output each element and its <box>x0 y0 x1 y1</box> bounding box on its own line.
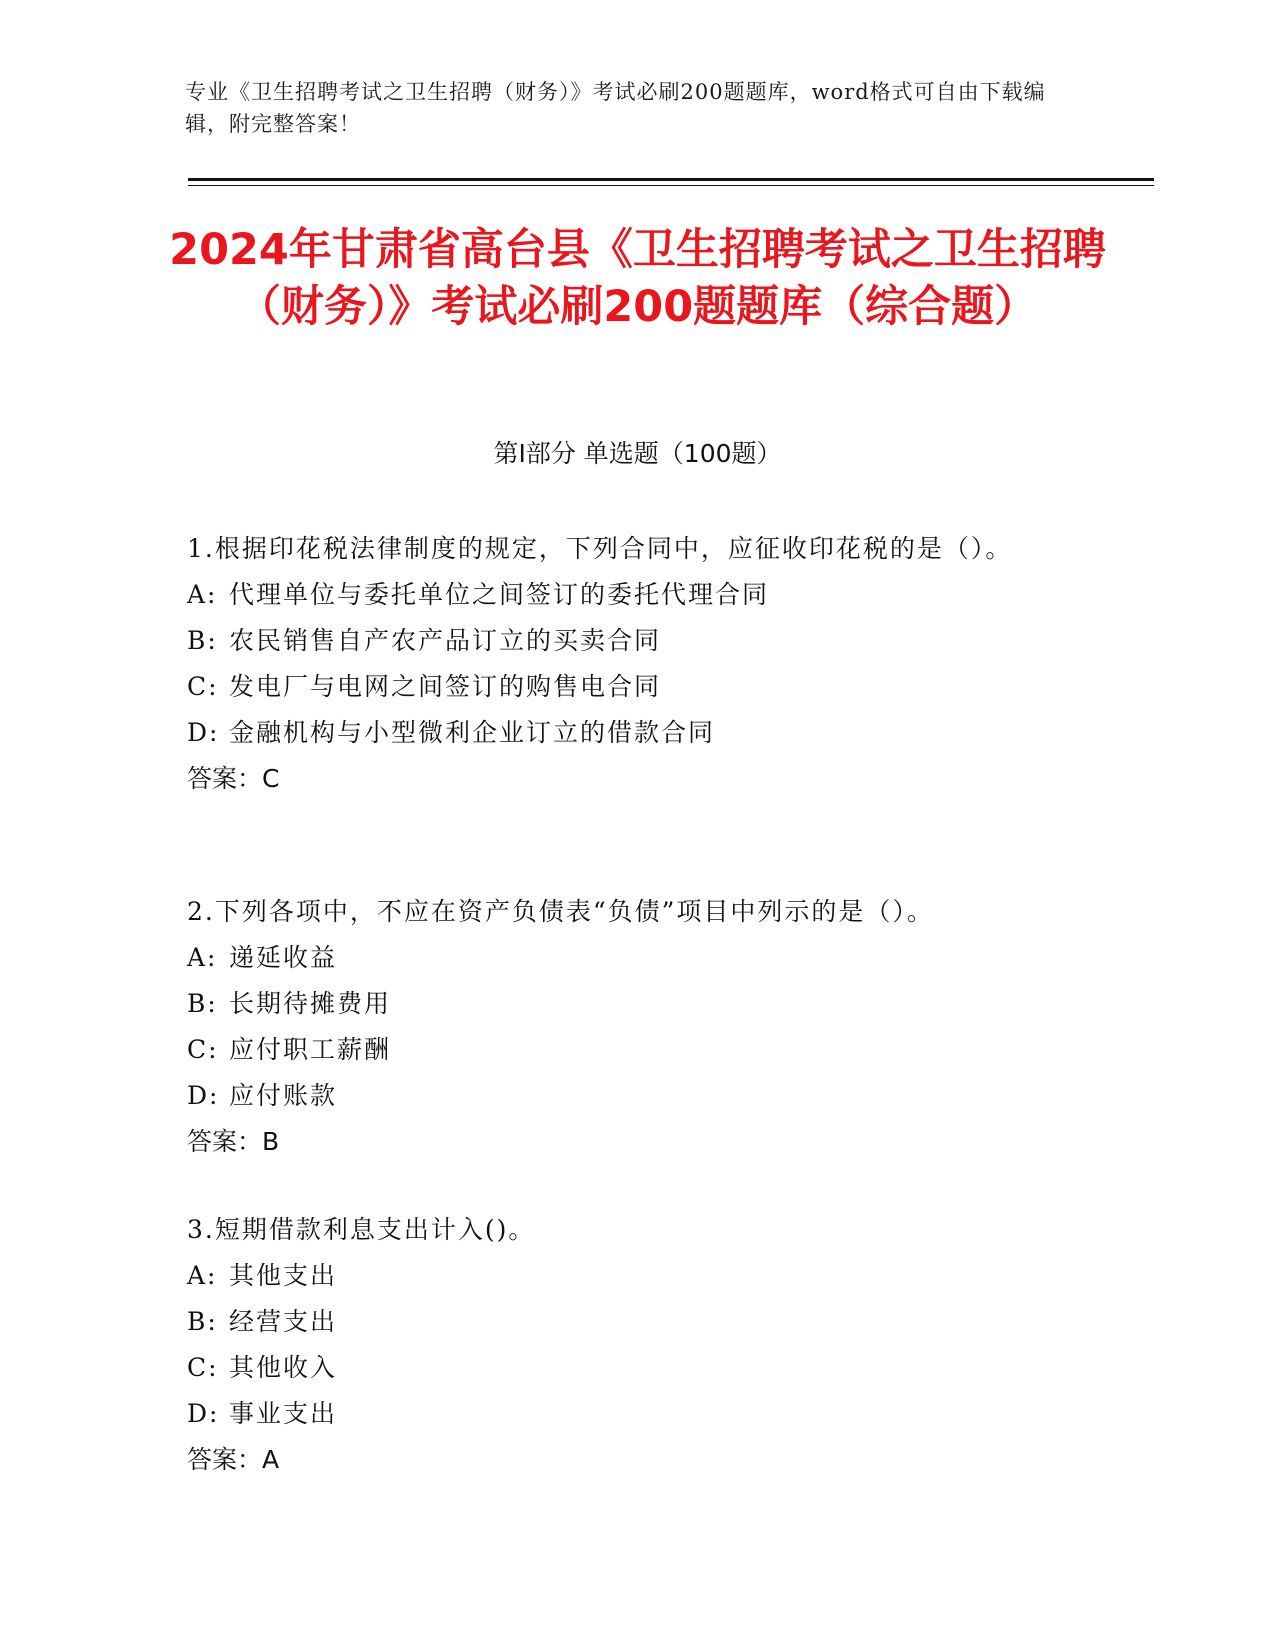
option-b <box>187 618 1067 664</box>
option-letter: D: <box>187 718 220 747</box>
option-letter: C: <box>187 1353 219 1382</box>
option-text: 长期待摊费用 <box>229 989 392 1018</box>
option-b <box>187 1299 1067 1345</box>
header-note: 专业《卫生招聘考试之卫生招聘（财务）》考试必刷200题题库，word格式可自由下载编辑，附完整答案！ <box>185 80 1046 136</box>
option-text: 发电厂与电网之间签订的购售电合同 <box>229 672 662 701</box>
option-b <box>187 981 1067 1027</box>
option-text: 其他支出 <box>229 1261 338 1290</box>
option-text: 事业支出 <box>229 1399 338 1428</box>
option-text: 农民销售自产农产品订立的买卖合同 <box>229 626 662 655</box>
document-title: 2024年甘肃省高台县《卫生招聘考试之卫生招聘（财务）》考试必刷200题题库（综合题） <box>169 225 1106 332</box>
question-stem: 2.下列各项中，不应在资产负债表“负债”项目中列示的是（）。 <box>187 897 934 926</box>
option-d <box>187 1391 1067 1437</box>
question-2 <box>187 889 1067 1165</box>
option-text: 金融机构与小型微利企业订立的借款合同 <box>229 718 716 747</box>
option-c <box>187 664 1067 710</box>
question-1 <box>187 526 1067 802</box>
option-text: 其他收入 <box>229 1353 338 1382</box>
header-divider-thick <box>188 178 1154 181</box>
question-3 <box>187 1207 1067 1483</box>
option-letter: B: <box>187 626 218 655</box>
option-letter: B: <box>187 1307 218 1336</box>
option-text: 代理单位与委托单位之间签订的委托代理合同 <box>229 580 770 609</box>
option-d <box>187 1073 1067 1119</box>
option-letter: D: <box>187 1081 220 1110</box>
option-a <box>187 572 1067 618</box>
option-a <box>187 1253 1067 1299</box>
option-letter: A: <box>187 580 218 609</box>
option-c <box>187 1345 1067 1391</box>
option-text: 应付职工薪酬 <box>229 1035 392 1064</box>
question-stem: 1.根据印花税法律制度的规定，下列合同中，应征收印花税的是（）。 <box>187 534 1013 563</box>
section-heading: 第Ⅰ部分 单选题（100题） <box>493 439 782 468</box>
option-letter: A: <box>187 1261 218 1290</box>
option-d <box>187 710 1067 756</box>
option-text: 经营支出 <box>229 1307 338 1336</box>
answer-line: 答案：B <box>187 1127 280 1156</box>
answer-line: 答案：A <box>187 1445 280 1474</box>
option-letter: C: <box>187 1035 219 1064</box>
header-divider-thin <box>188 185 1154 186</box>
option-c <box>187 1027 1067 1073</box>
option-a <box>187 935 1067 981</box>
option-text: 递延收益 <box>229 943 338 972</box>
option-letter: D: <box>187 1399 220 1428</box>
option-letter: B: <box>187 989 218 1018</box>
option-letter: C: <box>187 672 219 701</box>
option-letter: A: <box>187 943 218 972</box>
question-stem: 3.短期借款利息支出计入()。 <box>187 1215 536 1244</box>
answer-line: 答案：C <box>187 764 280 793</box>
option-text: 应付账款 <box>229 1081 338 1110</box>
